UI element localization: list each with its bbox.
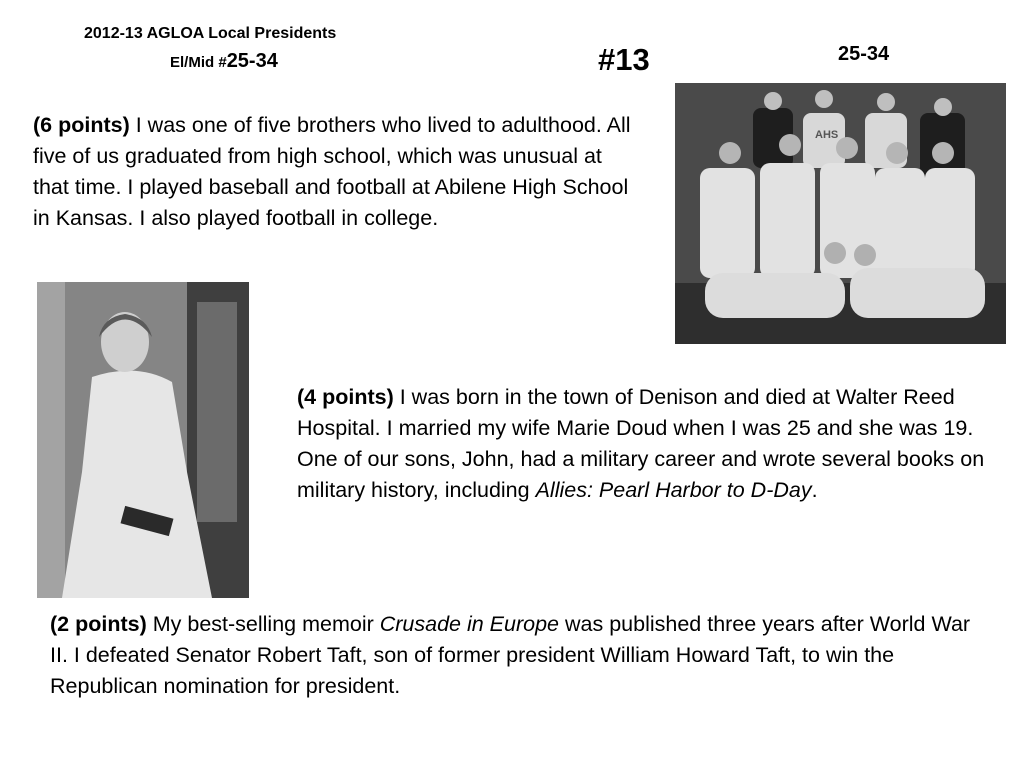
range-label: 25-34 [838, 43, 890, 65]
quiz-title: 2012-13 AGLOA Local Presidents [84, 25, 337, 42]
clue-two-points-text-a: My best-selling memoir [146, 612, 380, 636]
clue-six-points-label: (6 points) [33, 113, 130, 137]
question-number: #13 [598, 42, 650, 77]
clue-two-points-label: (2 points) [50, 612, 147, 636]
clue-four-points-book: Allies: Pearl Harbor to D-Day [535, 478, 812, 502]
woman-portrait-photo [37, 282, 249, 598]
baseball-team-photo [675, 83, 1006, 344]
team-jersey-letters: AHS [815, 129, 839, 141]
division-prefix: El/Mid # [170, 54, 227, 71]
clue-two-points-text-b: was published three years after World War II. I defeated Senator Robert Taft, son of former president William Howard Taft, to win the Republican nomination for president. [50, 612, 971, 698]
clue-four-points-label: (4 points) [297, 385, 394, 409]
clue-six-points [33, 110, 643, 234]
clue-six-points-text: I was one of five brothers who lived to adulthood. All five of us graduated from high school, which was unusual at that time. I played baseball and football at Abilene High School in Kansas. I also played football in college. [33, 113, 631, 230]
clue-four-points [297, 382, 987, 506]
division-label [170, 50, 278, 73]
clue-two-points [50, 609, 990, 702]
division-range: 25-34 [226, 50, 278, 72]
clue-four-points-end: . [811, 478, 818, 502]
clue-two-points-book: Crusade in Europe [379, 612, 560, 636]
clue-four-points-text: I was born in the town of Denison and died at Walter Reed Hospital. I married my wife Marie Doud when I was 25 and she was 19. One of our sons, John, had a military career and wrote several books on military history, including [297, 385, 985, 502]
